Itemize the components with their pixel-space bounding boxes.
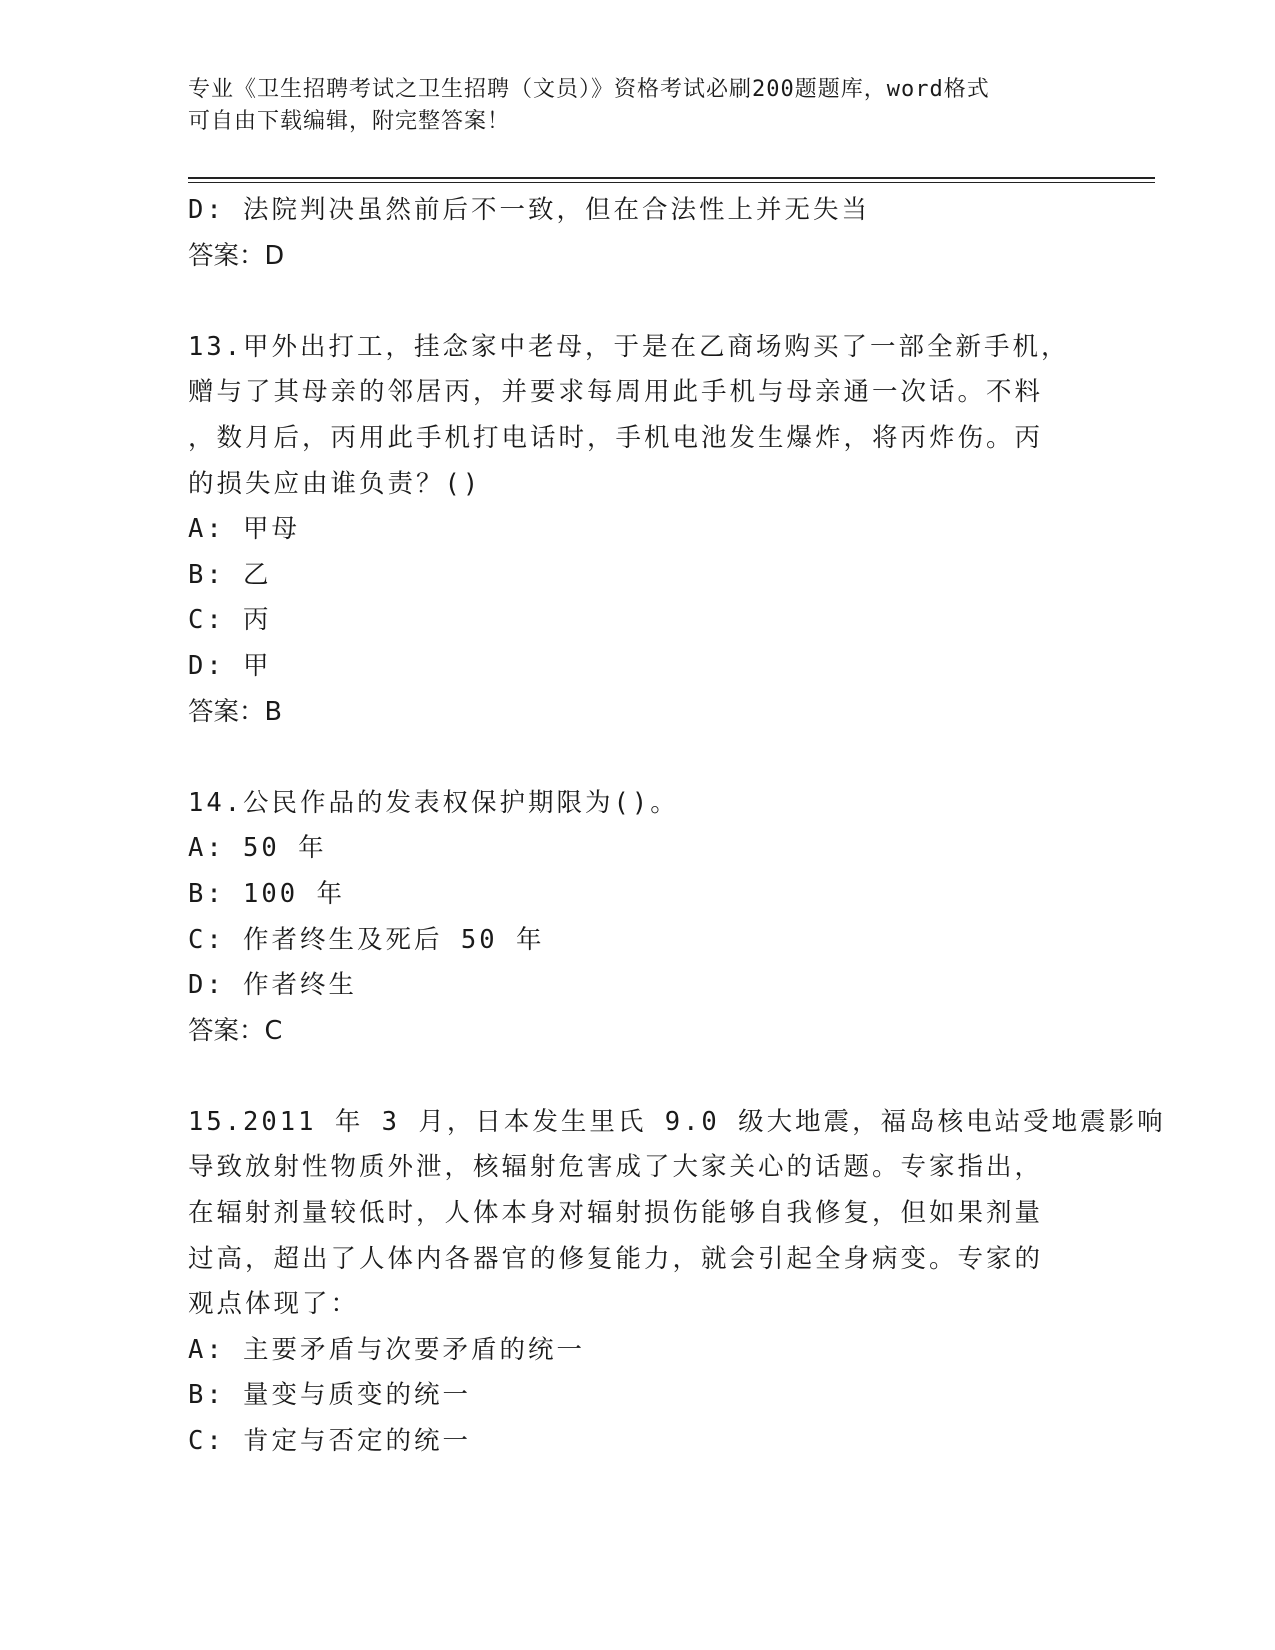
spacer (188, 279, 1088, 325)
option-b: B: 量变与质变的统一 (188, 1380, 472, 1411)
question-13 (188, 325, 1088, 735)
question-stem-line: 导致放射性物质外泄，核辐射危害成了大家关心的话题。专家指出， (188, 1152, 1044, 1183)
answer-line: 答案：B (188, 696, 282, 727)
answer-line: 答案：C (188, 1015, 283, 1046)
option-a: A: 50 年 (188, 833, 327, 864)
spacer (188, 1054, 1088, 1100)
option-a: A: 甲母 (188, 514, 301, 545)
document-body (188, 188, 1166, 1465)
header-line-2: 可自由下载编辑，附完整答案！ (188, 109, 511, 134)
option-b: B: 乙 (188, 559, 272, 590)
document-header (188, 74, 1088, 138)
question-stem-line: 赠与了其母亲的邻居丙，并要求每周用此手机与母亲通一次话。不料 (188, 377, 1044, 408)
question-stem-line: 在辐射剂量较低时，人体本身对辐射损伤能够自我修复，但如果剂量 (188, 1198, 1044, 1229)
option-c: C: 作者终生及死后 50 年 (188, 924, 545, 955)
option-b: B: 100 年 (188, 878, 345, 909)
question-stem-line: 的损失应由谁负责？() (188, 468, 482, 499)
option-d: D: 甲 (188, 650, 272, 681)
header-line-1: 专业《卫生招聘考试之卫生招聘（文员）》资格考试必刷200题题库，word格式 (188, 77, 990, 102)
spacer (188, 735, 1088, 781)
option-d: D: 法院判决虽然前后不一致，但在合法性上并无失当 (188, 195, 871, 225)
question-stem-line: 15.2011 年 3 月，日本发生里氏 9.0 级大地震，福岛核电站受地震影响 (188, 1106, 1166, 1137)
question-stem-line: 13.甲外出打工，挂念家中老母，于是在乙商场购买了一部全新手机， (188, 331, 1070, 362)
option-a: A: 主要矛盾与次要矛盾的统一 (188, 1334, 586, 1365)
option-c: C: 丙 (188, 605, 272, 636)
question-stem-line: ，数月后，丙用此手机打电话时，手机电池发生爆炸，将丙炸伤。丙 (188, 422, 1044, 453)
question-stem-line: 14.公民作品的发表权保护期限为()。 (188, 787, 679, 818)
question-stem-line: 过高，超出了人体内各器官的修复能力，就会引起全身病变。专家的 (188, 1243, 1044, 1274)
question-14 (188, 781, 1088, 1055)
option-d: D: 作者终生 (188, 970, 358, 1001)
question-stem-line: 观点体现了： (188, 1289, 360, 1320)
question-15 (188, 1100, 1166, 1465)
option-c: C: 肯定与否定的统一 (188, 1426, 472, 1457)
answer-line: 答案：D (188, 240, 285, 271)
header-divider-thick (188, 177, 1155, 179)
header-divider-thin (188, 182, 1155, 183)
